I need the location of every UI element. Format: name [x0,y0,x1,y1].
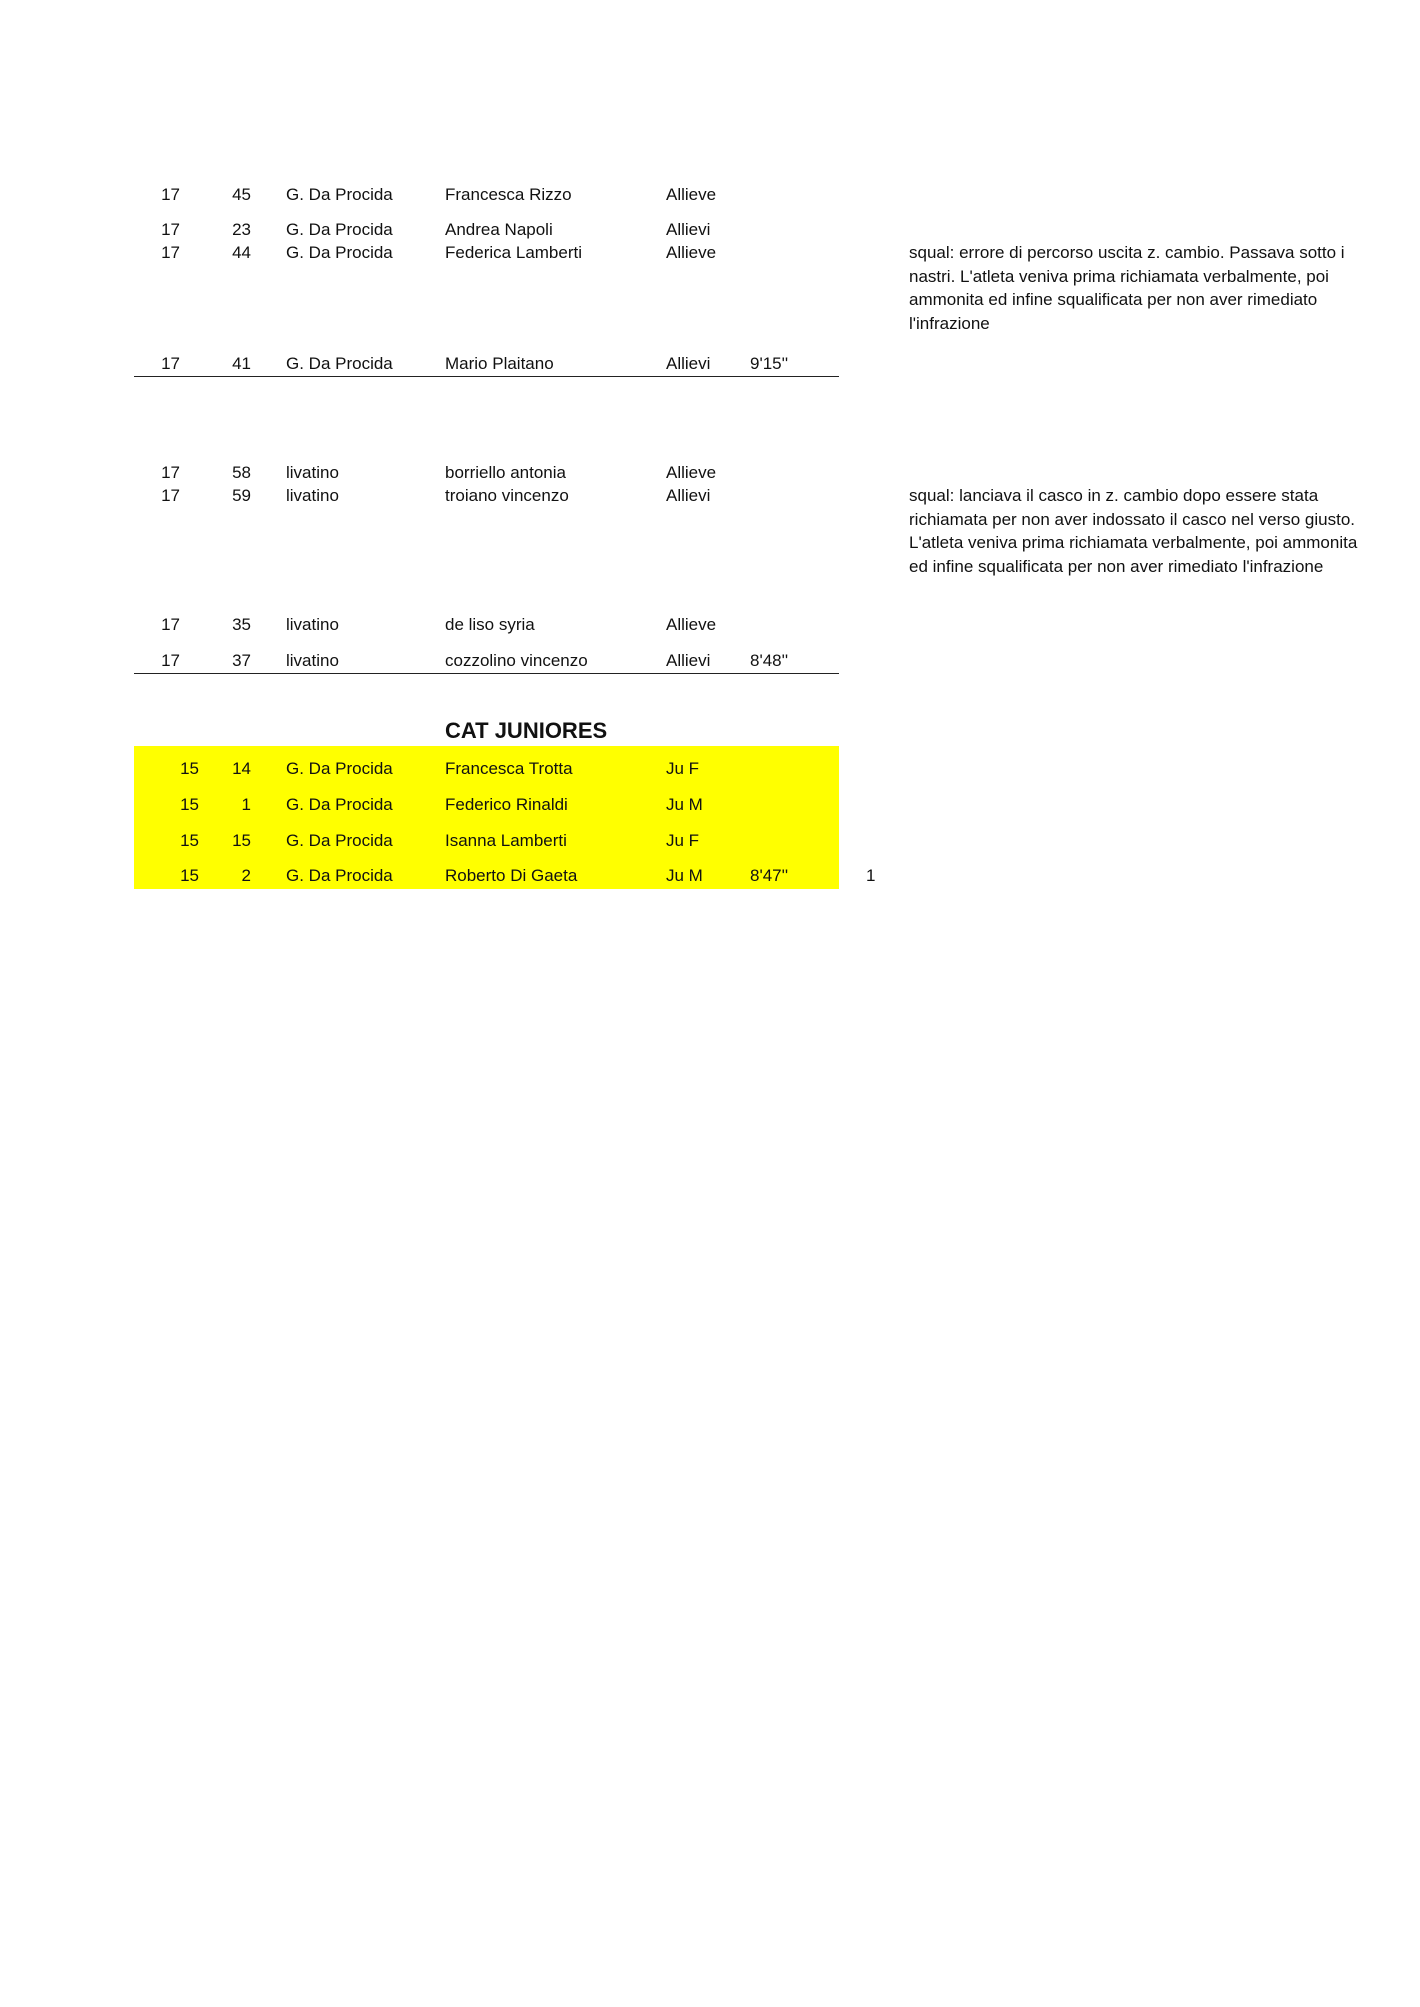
group-divider [134,376,839,377]
category-cell: Allieve [666,185,717,204]
age-cell: 17 [161,243,180,262]
category-cell: Allievi [666,651,711,670]
age-cell: 17 [161,185,180,204]
result-row [0,352,1420,376]
age-cell: 15 [180,759,199,778]
bib-number-cell: 23 [232,220,251,239]
bib-number-cell: 1 [241,795,251,814]
team-time-cell: 8'47'' [750,866,789,885]
age-cell: 17 [161,220,180,239]
team-cell: G. Da Procida [286,185,393,204]
result-row [0,613,1420,637]
age-cell: 15 [180,866,199,885]
category-cell: Ju F [666,759,700,778]
team-cell: livatino [286,615,339,634]
team-cell: G. Da Procida [286,354,393,373]
bib-number-cell: 2 [241,866,251,885]
result-row [0,829,1420,853]
disqualification-note: squal: lanciava il casco in z. cambio dopo essere stata richiamata per non aver indossato il casco nel verso giusto. L'atleta veniva prima richiamata verbalmente, poi ammonita ed infine squalificata per non aver rimediato l'infrazione [909,486,1358,576]
team-cell: G. Da Procida [286,220,393,239]
bib-number-cell: 14 [232,759,251,778]
athlete-name-cell: Roberto Di Gaeta [445,866,578,885]
team-cell: G. Da Procida [286,831,393,850]
athlete-name-cell: Mario Plaitano [445,354,554,373]
bib-number-cell: 45 [232,185,251,204]
result-row [0,649,1420,673]
athlete-name-cell: Andrea Napoli [445,220,553,239]
athlete-name-cell: borriello antonia [445,463,566,482]
team-time-cell: 8'48'' [750,651,789,670]
category-cell: Allievi [666,354,711,373]
team-cell: G. Da Procida [286,795,393,814]
result-row [0,757,1420,781]
team-cell: G. Da Procida [286,759,393,778]
bib-number-cell: 37 [232,651,251,670]
athlete-name-cell: Francesca Trotta [445,759,573,778]
age-cell: 15 [180,795,199,814]
bib-number-cell: 44 [232,243,251,262]
athlete-name-cell: Isanna Lamberti [445,831,567,850]
section-title: CAT JUNIORES [445,718,608,743]
age-cell: 17 [161,651,180,670]
age-cell: 17 [161,486,180,505]
bib-number-cell: 15 [232,831,251,850]
group-divider [134,673,839,674]
category-cell: Allieve [666,463,717,482]
result-row [0,218,1420,242]
athlete-name-cell: de liso syria [445,615,535,634]
team-cell: livatino [286,651,339,670]
team-cell: livatino [286,486,339,505]
bib-number-cell: 58 [232,463,251,482]
athlete-name-cell: Francesca Rizzo [445,185,572,204]
athlete-name-cell: Federico Rinaldi [445,795,568,814]
age-cell: 17 [161,463,180,482]
age-cell: 17 [161,615,180,634]
category-cell: Allievi [666,220,711,239]
team-cell: livatino [286,463,339,482]
athlete-name-cell: cozzolino vincenzo [445,651,588,670]
result-row [0,793,1420,817]
category-cell: Ju F [666,831,700,850]
disqualification-note: squal: errore di percorso uscita z. cambio. Passava sotto i nastri. L'atleta veniva prima richiamata verbalmente, poi ammonita ed infine squalificata per non aver rimediato l'infrazione [909,243,1345,333]
age-cell: 15 [180,831,199,850]
team-cell: G. Da Procida [286,866,393,885]
team-time-cell: 9'15'' [750,354,789,373]
bib-number-cell: 35 [232,615,251,634]
category-cell: Allieve [666,243,717,262]
athlete-name-cell: troiano vincenzo [445,486,569,505]
bib-number-cell: 59 [232,486,251,505]
result-row [0,183,1420,207]
category-cell: Allievi [666,486,711,505]
result-row [0,864,1420,888]
category-cell: Ju M [666,866,703,885]
bib-number-cell: 41 [232,354,251,373]
category-cell: Allieve [666,615,717,634]
athlete-name-cell: Federica Lamberti [445,243,583,262]
category-cell: Ju M [666,795,703,814]
result-row [0,461,1420,485]
age-cell: 17 [161,354,180,373]
rank-cell: 1 [866,866,876,885]
team-cell: G. Da Procida [286,243,393,262]
